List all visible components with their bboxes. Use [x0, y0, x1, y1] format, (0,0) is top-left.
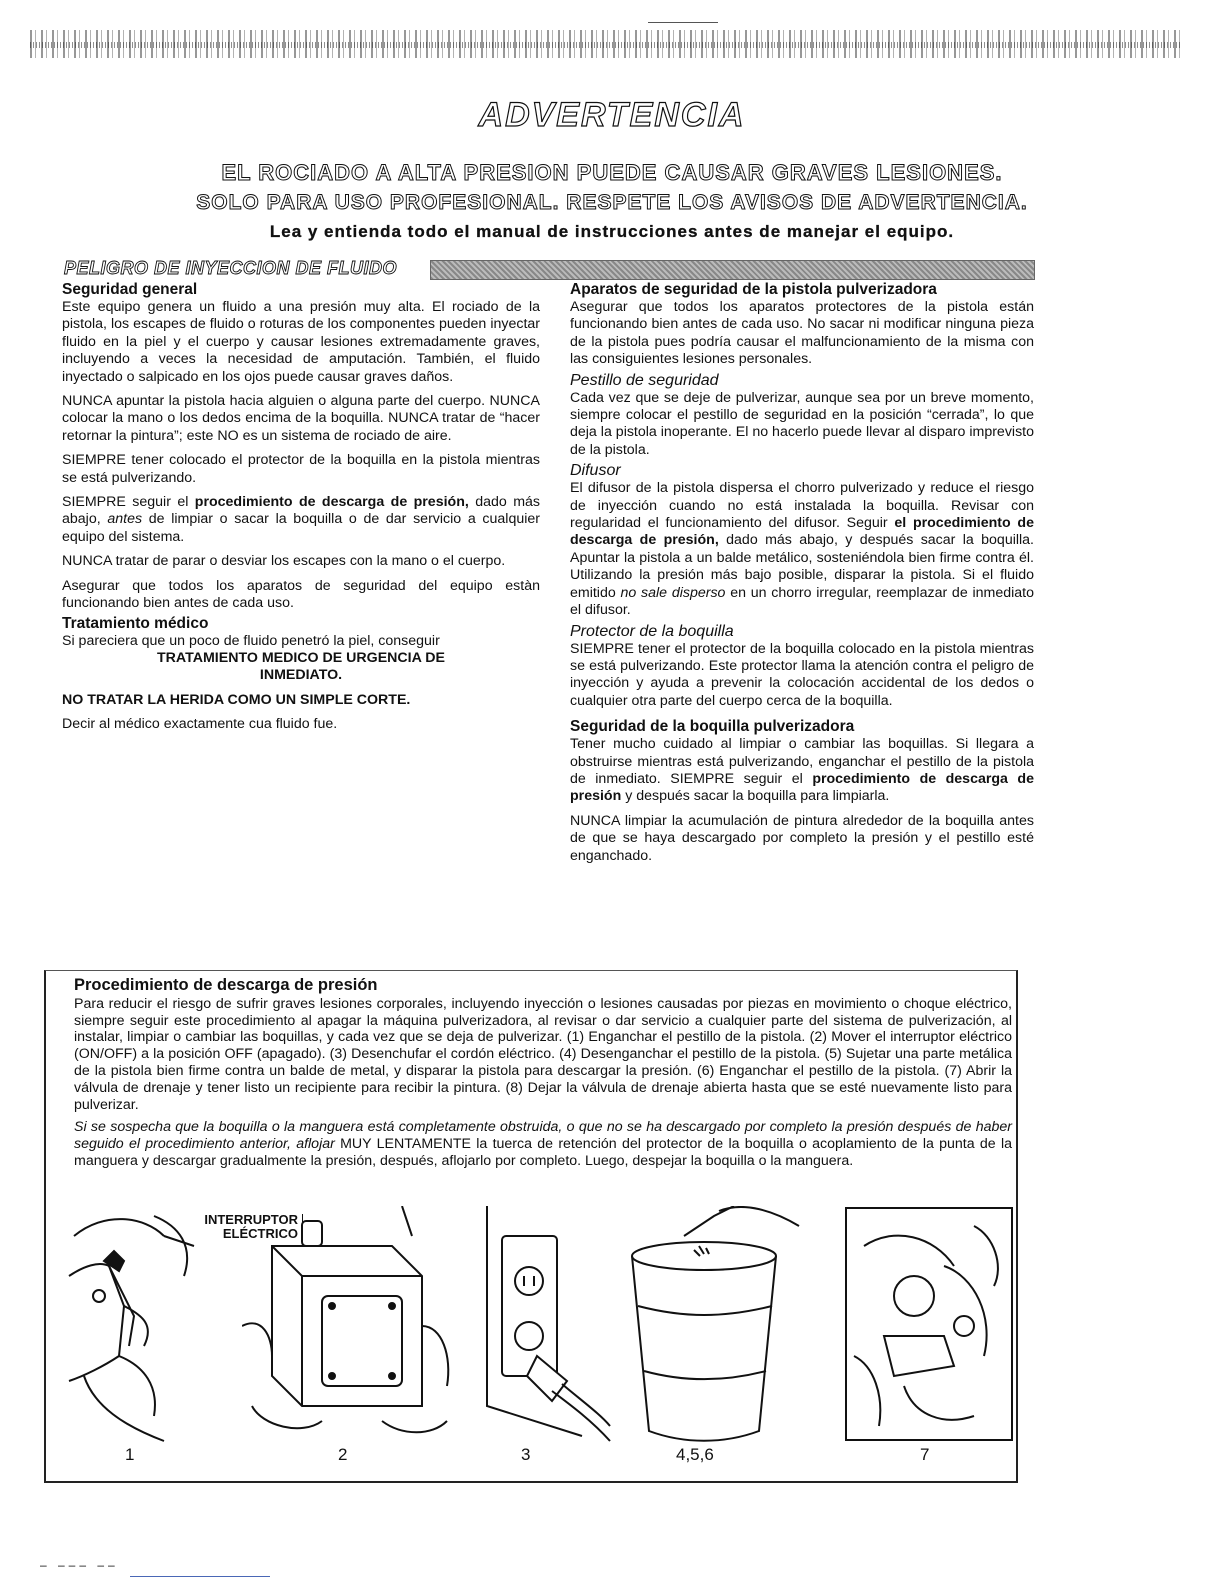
headline-professional-use: SOLO PARA USO PROFESIONAL. RESPETE LOS AVISOS DE ADVERTENCIA. [196, 191, 1028, 214]
headline-read-manual: Lea y entienda todo el manual de instrucciones antes de manejar el equipo. [269, 222, 955, 241]
fig-label-4-5-6: 4,5,6 [676, 1445, 714, 1464]
unplug-illustration [482, 1206, 612, 1446]
general-safety-p5: NUNCA tratar de parar o desviar los escapes con la mano o el cuerpo. [62, 553, 506, 570]
pressure-relief-p1: Para reducir el riesgo de sufrir graves lesiones corporales, incluyendo inyección o lesiones causadas por piezas en movimiento o choque eléctrico, siempre seguir este procedimiento al apagar la máquina pulverizadora, al revisar o dar servicio a cualquier parte del sistema de pulverización, al instalar, limpiar o cambiar las boquillas, y cada vez que se deja de pulverizar. (1) Enganchar el pestillo de la pistola. (2) Mover el interruptor eléctrico (ON/OFF) a la posición OFF (apagado). (3) Desenchufar el cordón eléctrico. (4) Desenganchar el pestillo de la pistola. (5) Sujetar una parte metálica de la pistola bien firme contra un balde de metal, y disparar la pistola para descargar la presión. (6) Enganchar el pestillo de la pistola. (7) Abrir la válvula de drenaje y tener listo un recipiente para recibir la pintura. (8) Dejar la válvula de drenaje abierta hasta que se esté nuevamente listo para pulverizar. [74, 995, 1012, 1113]
general-safety-p2: NUNCA apuntar la pistola hacia alguien o alguna parte del cuerpo. NUNCA colocar la mano o los dedos encima de la boquilla. NUNCA tratar de “hacer retornar la pintura”; este NO es un sistema de rociado de aire. [62, 393, 540, 444]
gun-devices-heading: Aparatos de seguridad de la pistola pulverizadora [570, 281, 937, 298]
diffuser-heading: Difusor [570, 462, 621, 480]
fig-label-1: 1 [125, 1445, 135, 1464]
diffuser-p [570, 480, 1034, 619]
medical-p4: Decir al médico exactamente cua fluido fue. [62, 716, 338, 733]
left-column [62, 281, 540, 741]
footer-rule [130, 1576, 270, 1577]
switch-callout: INTERRUPTOR ELÉCTRICO [204, 1212, 298, 1241]
scan-header-band-2 [30, 42, 1180, 48]
medical-p1: Si pareciera que un poco de fluido penetró la piel, conseguir [62, 632, 440, 649]
general-safety-p4 [62, 494, 540, 546]
right-column [570, 281, 1034, 872]
text-run: dado más abajo, y después sacar la boquilla. Apuntar la pistola a un balde metálico, sosteniéndola bien firme contra él. Utilizando la presión más bajo posible, disparar la pistola. Si el fluido emitido [570, 532, 1035, 601]
section-header [62, 258, 1035, 280]
text-run: dado más abajo, [62, 494, 541, 528]
guard-p: SIEMPRE tener el protector de la boquilla colocado en la pistola mientras se está pulverizando. Este protector llama la atención contra el peligro de inyección y ayuda a prevenir la colocación accidental de los dedos o cualquier otra parte del cuerpo cerca de la boquilla. [570, 640, 1034, 709]
warning-title: ADVERTENCIA [478, 96, 746, 134]
fig-label-2: 2 [338, 1445, 348, 1464]
text-run-bold: el procedimiento de descarga de presión, [570, 515, 1034, 549]
text-run: Tener mucho cuidado al limpiar o cambiar las boquillas. Si llegara a obstruirse mientras está pulverizando, enganchar el pestillo de la pistola de inmediato. SIEMPRE seguir el [570, 736, 1034, 787]
latch-p: Cada vez que se deje de pulverizar, aunque sea por un breve momento, siempre colocar el pestillo de seguridad en la posición “cerrada”, lo que deja la pistola inoperante. El no hacerlo puede llevar al disparo imprevisto de la pistola. [570, 389, 1034, 458]
text-run: El difusor de la pistola dispersa el chorro pulverizado y reduce el riesgo de inyección cuando no está instalada la boquilla. Revisar con regularidad el funcionamiento del difusor. Seguir [570, 480, 1034, 532]
text-run: SIEMPRE seguir el [62, 494, 195, 511]
section-shade-bar [430, 260, 1035, 280]
fig-label-3: 3 [521, 1445, 531, 1464]
guard-heading: Protector de la boquilla [570, 622, 734, 640]
medical-heading: Tratamiento médico [62, 614, 209, 632]
text-run-italic: antes [107, 511, 143, 528]
tip-safety-p1 [570, 736, 1034, 806]
medical-warning: NO TRATAR LA HERIDA COMO UN SIMPLE CORTE. [62, 691, 411, 708]
pressure-relief-content [74, 977, 1012, 1176]
tip-safety-p2: NUNCA limpiar la acumulación de pintura alrededor de la boquilla antes de que se haya descargado por completo la presión y el pestillo esté enganchado. [570, 812, 1034, 864]
tip-safety-heading: Seguridad de la boquilla pulverizadora [570, 718, 855, 736]
pressure-relief-p2 [74, 1119, 1012, 1169]
medical-urgent: TRATAMIENTO MEDICO DE URGENCIA DE INMEDIATO. [157, 649, 445, 684]
text-run: MUY LENTAMENTE la tuerca de retención del protector de la boquilla o acoplamiento de la punta de la manguera y descargar gradualmente la presión, después, aflojarlo por completo. Luego, despejar la boquilla o la manguera. [74, 1136, 1012, 1169]
text-run: de limpiar o sacar la boquilla o de dar servicio a cualquier equipo del sistema. [62, 511, 540, 545]
general-safety-p6: Asegurar que todos los aparatos de seguridad del equipo estàn funcionando bien antes de cada uso. [62, 577, 540, 612]
general-safety-p3: SIEMPRE tener colocado el protector de la boquilla en la pistola mientras se está pulverizando. [62, 452, 540, 486]
fig-label-7: 7 [920, 1445, 930, 1464]
text-run-bold: procedimiento de descarga de presión, [194, 494, 469, 511]
gun-latch-illustration [64, 1206, 214, 1446]
scan-artifact-line [648, 22, 718, 23]
pump-switch-illustration [242, 1206, 462, 1446]
footer-mark: – ––– –– [40, 1558, 119, 1572]
bucket-illustration [624, 1206, 814, 1446]
text-run: en un chorro irregular, reemplazar de inmediato el difusor. [570, 584, 1034, 619]
section-title: PELIGRO DE INYECCION DE FLUIDO [64, 258, 403, 279]
latch-heading: Pestillo de seguridad [570, 371, 719, 389]
pressure-relief-title: Procedimiento de descarga de presión [74, 976, 378, 994]
text-run-italic: no sale disperso [620, 584, 726, 601]
gun-devices-p: Asegurar que todos los aparatos protectores de la pistola están funcionando bien antes de cada uso. No sacar ni modificar ninguna pieza de la pistola pues podría causar el malfuncionamiento de la misma con las consiguientes lesiones personales. [570, 299, 1034, 368]
general-safety-heading: Seguridad general [62, 281, 198, 298]
text-run: y después sacar la boquilla para limpiarla. [621, 788, 890, 805]
text-run-italic: Si se sospecha que la boquilla o la manguera está completamente obstruida, o que no se ha descargado por completo la presión después de haber seguido el procedimiento anterior, aflojar [74, 1119, 1012, 1153]
procedure-illustrations [64, 1206, 1014, 1454]
headline-high-pressure: EL ROCIADO A ALTA PRESION PUEDE CAUSAR GRAVES LESIONES. [221, 160, 1003, 185]
text-run-bold: procedimiento de descarga de presión [570, 770, 1034, 805]
general-safety-p1: Este equipo genera un fluido a una presión muy alta. El rociado de la pistola, los escapes de fluido o roturas de los componentes pueden inyectar fluido en la piel y el cuerpo y causar lesiones extremadamente graves, incluyendo a veces la necesidad de amputación. También, el fluido inyectado o salpicado en los ojos puede causar graves daños. [62, 299, 540, 385]
drain-valve-illustration [844, 1206, 1014, 1446]
